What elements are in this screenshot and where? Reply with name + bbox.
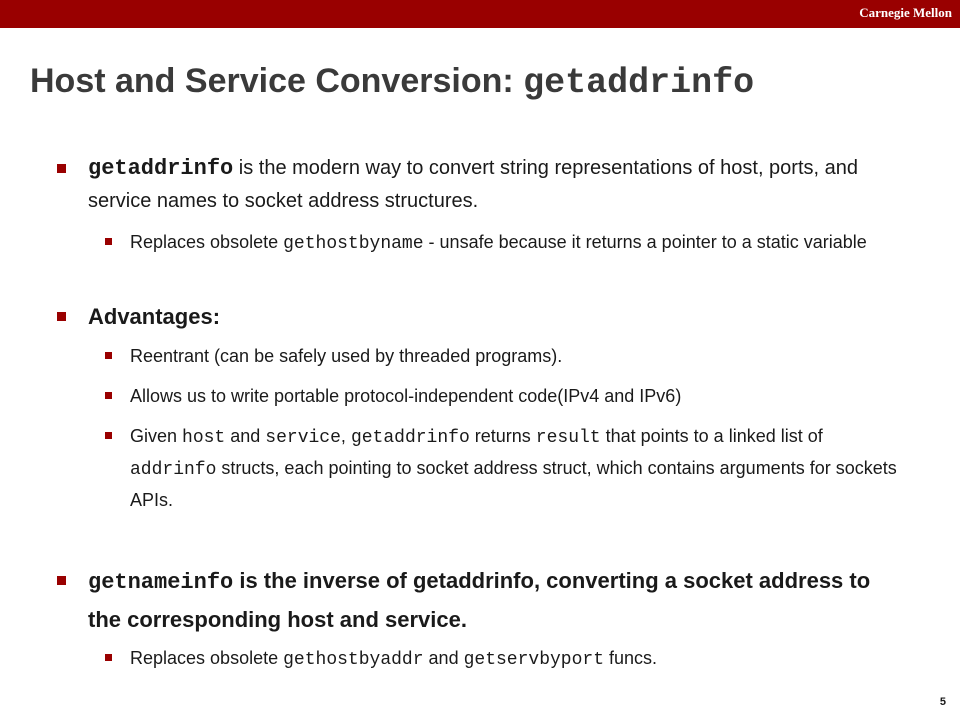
- org-name: Carnegie Mellon: [859, 5, 952, 20]
- sub-bullet-text: Replaces obsolete: [130, 232, 284, 252]
- square-bullet-icon: [57, 164, 66, 173]
- slide-title-text: Host and Service Conversion:: [30, 62, 524, 100]
- sub-bullet-text: and: [225, 426, 266, 446]
- sub-bullet-text: and: [423, 648, 464, 668]
- square-bullet-icon: [105, 432, 112, 439]
- bullet-getnameinfo: [88, 562, 908, 638]
- slide-title-code: getaddrinfo: [523, 63, 755, 103]
- sub-bullet-text: returns: [469, 426, 536, 446]
- sub-bullet-text: Allows us to write portable protocol-independent code(IPv4 and IPv6): [130, 386, 682, 406]
- page-number: 5: [939, 696, 946, 708]
- sub-bullet-text: structs, each pointing to socket address struct, which contains arguments for sockets APIs.: [130, 458, 897, 510]
- code-getaddrinfo: getaddrinfo: [88, 156, 234, 181]
- code-host: host: [182, 428, 226, 448]
- code-gethostbyaddr: gethostbyaddr: [283, 650, 424, 670]
- sub-bullet-text: funcs.: [604, 648, 658, 668]
- sub-bullet-gethostbyname: [130, 227, 910, 259]
- bullet-advantages: [88, 300, 908, 335]
- code-getnameinfo: getnameinfo: [88, 570, 234, 595]
- sub-bullet-gethostbyaddr: [130, 643, 910, 675]
- code-getservbyport: getservbyport: [463, 650, 605, 670]
- code-result: result: [535, 428, 601, 448]
- sub-bullet-portable: [130, 381, 910, 411]
- sub-bullet-text: - unsafe because it returns a pointer to a static variable: [423, 232, 867, 252]
- square-bullet-icon: [105, 352, 112, 359]
- advantages-heading: Advantages:: [88, 304, 221, 329]
- sub-bullet-given-host: [130, 421, 910, 515]
- slide-title: [30, 62, 754, 103]
- code-service: service: [265, 428, 341, 448]
- bullet-text: is the inverse of getaddrinfo, converting a socket address to the corresponding host and service.: [88, 568, 871, 632]
- sub-bullet-text: that points to a linked list of: [600, 426, 823, 446]
- code-getaddrinfo: getaddrinfo: [350, 428, 470, 448]
- square-bullet-icon: [105, 392, 112, 399]
- code-gethostbyname: gethostbyname: [283, 234, 424, 254]
- sub-bullet-reentrant: [130, 341, 910, 371]
- sub-bullet-text: Reentrant (can be safely used by threaded programs).: [130, 346, 563, 366]
- square-bullet-icon: [105, 654, 112, 661]
- square-bullet-icon: [57, 576, 66, 585]
- bullet-text: is the modern way to convert string representations of host, ports, and service names to socket address structures.: [88, 157, 858, 212]
- sub-bullet-text: Given: [130, 426, 183, 446]
- sub-bullet-text: Replaces obsolete: [130, 648, 284, 668]
- square-bullet-icon: [105, 238, 112, 245]
- square-bullet-icon: [57, 312, 66, 321]
- header-banner: [0, 0, 960, 28]
- bullet-getaddrinfo: [88, 152, 908, 218]
- code-addrinfo: addrinfo: [130, 460, 217, 480]
- sub-bullet-text: ,: [340, 426, 351, 446]
